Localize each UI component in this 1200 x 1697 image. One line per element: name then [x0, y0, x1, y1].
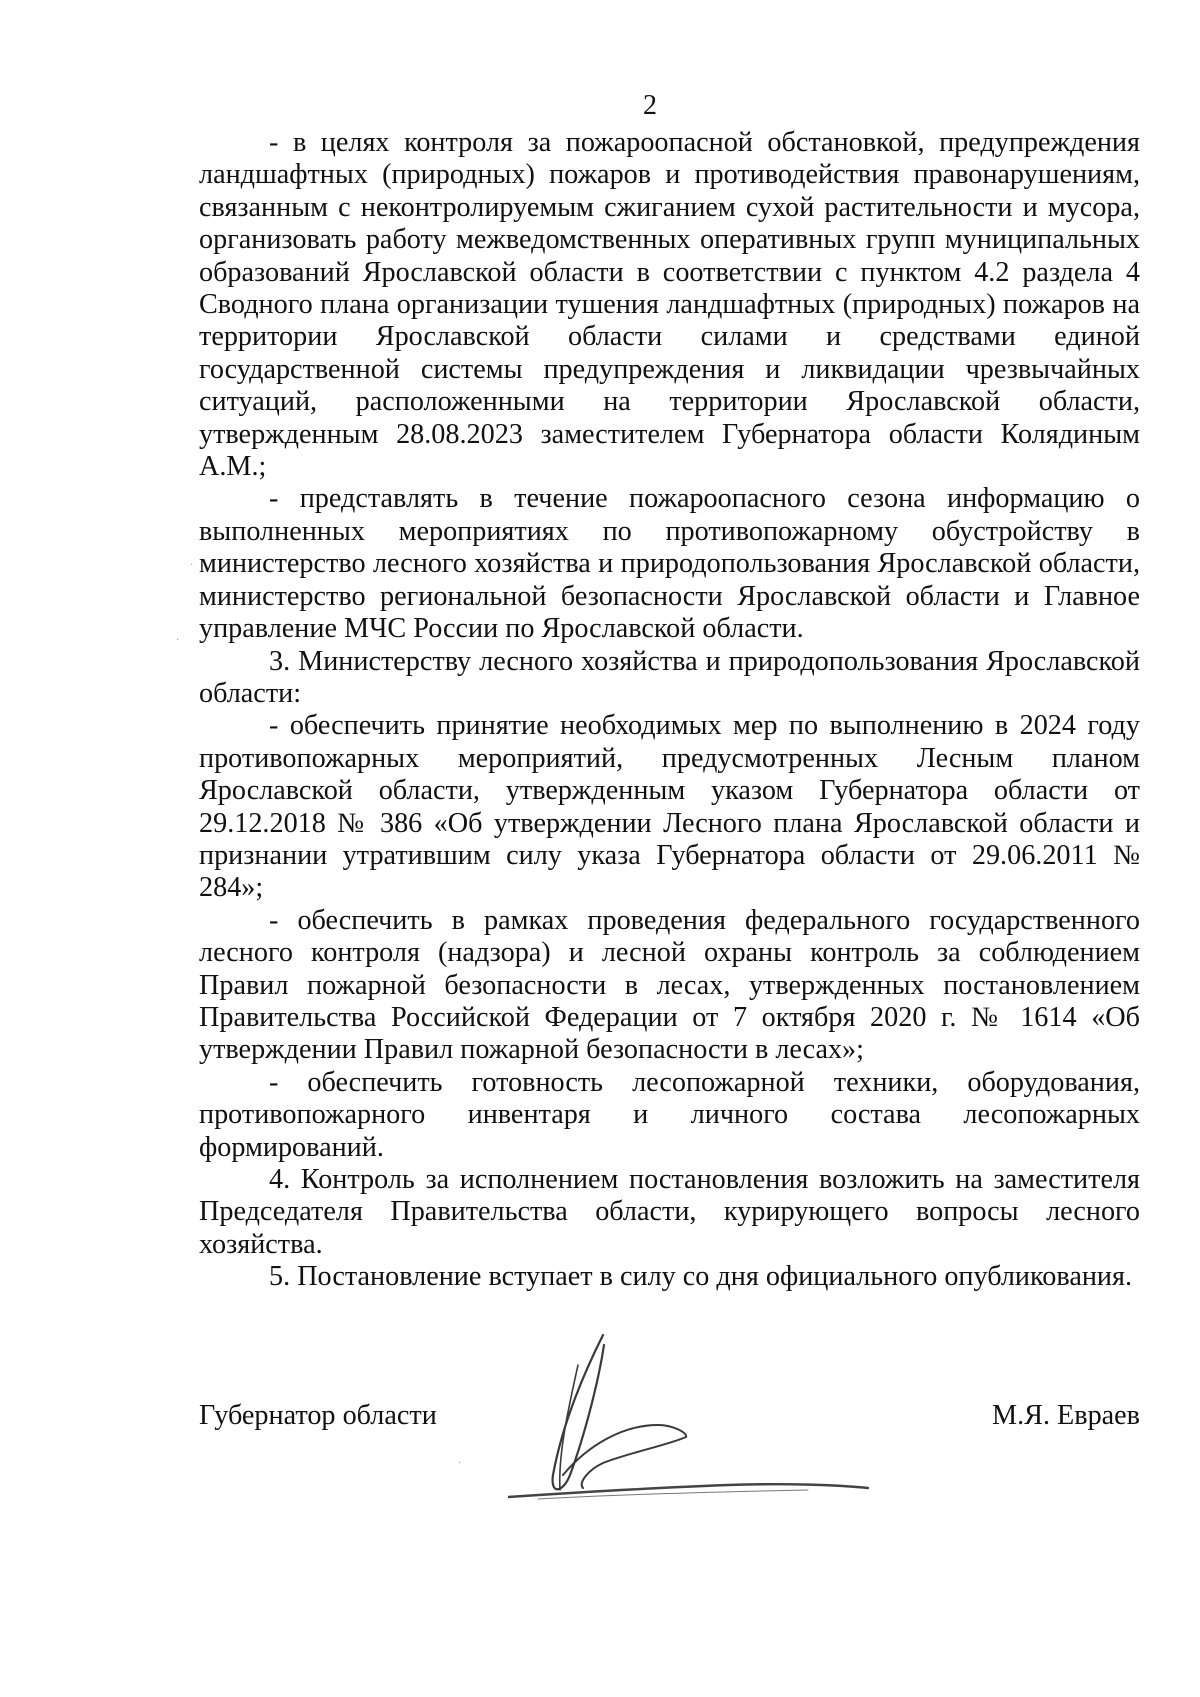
signatory-position: Губернатор области	[199, 1400, 437, 1431]
paragraph-report-information: - представлять в течение пожароопасного сезона информацию о выполненных мероприятиях по противопожарному обустройству в министерство лесного хозяйства и природопользования Ярославской области, министерство региональной безопасности Ярославской области и Главное управление МЧС России по Ярославской области.	[199, 483, 1140, 645]
paragraph-forest-control: - обеспечить в рамках проведения федерального государственного лесного контроля (надзора) и лесной охраны контроль за соблюдением Правил пожарной безопасности в лесах, утвержденных постановлением Правительства Российской Федерации от 7 октября 2020 г. № 1614 «Об утверждении Правил пожарной безопасности в лесах»;	[199, 904, 1140, 1066]
page-number: 2	[643, 90, 657, 121]
paragraph-item-5: 5. Постановление вступает в силу со дня официального опубликования.	[269, 1261, 1133, 1293]
margin-mark: ·	[190, 560, 194, 571]
paragraph-forest-plan-measures: - обеспечить принятие необходимых мер по выполнению в 2024 году противопожарных мероприятий, предусмотренных Лесным планом Ярославской области, утвержденным указом Губернатора области от 29.12.2018 № 386 «Об утверждении Лесного плана Ярославской области и признании утратившим силу указа Губернатора области от 29.06.2011 № 284»;	[199, 710, 1140, 904]
handwritten-signature	[508, 1325, 928, 1515]
margin-mark: ·	[176, 635, 180, 646]
paragraph-equipment-readiness: - обеспечить готовность лесопожарной техники, оборудования, противопожарного инвентаря и личного состава лесопожарных формирований.	[199, 1066, 1140, 1163]
paragraph-operational-groups: - в целях контроля за пожароопасной обстановкой, предупреждения ландшафтных (природных) пожаров и противодействия правонарушениям, связанным с неконтролируемым сжиганием сухой растительности и мусора, организовать работу межведомственных оперативных групп муниципальных образований Ярославской области в соответствии с пунктом 4.2 раздела 4 Сводного плана организации тушения ландшафтных (природных) пожаров на территории Ярославской области силами и средствами единой государственной системы предупреждения и ликвидации чрезвычайных ситуаций, расположенными на территории Ярославской области, утвержденным 28.08.2023 заместителем Губернатора области Колядиным А.М.;	[199, 127, 1140, 483]
paragraph-item-3: 3. Министерству лесного хозяйства и природопользования Ярославской области:	[199, 645, 1140, 709]
signatory-name: М.Я. Евраев	[992, 1400, 1140, 1431]
margin-mark: ·	[458, 1458, 462, 1469]
document-body	[199, 127, 1140, 1294]
paragraph-item-4: 4. Контроль за исполнением постановления возложить на заместителя Председателя Правительства области, курирующего вопросы лесного хозяйства.	[199, 1164, 1140, 1260]
